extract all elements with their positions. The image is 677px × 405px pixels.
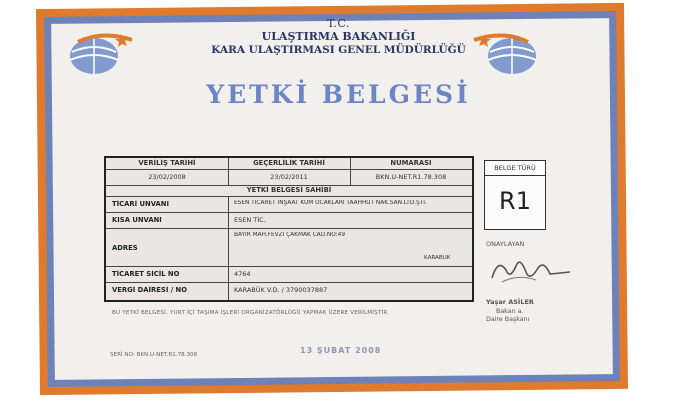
date-stamp: 13 ŞUBAT 2008: [300, 346, 382, 355]
label-trade-registry: TİCARET SİCİL NO: [112, 270, 180, 278]
label-tax-office: VERGİ DAİRESİ / NO: [112, 286, 188, 294]
section-title-holder: YETKİ BELGESİ SAHİBİ: [246, 186, 332, 194]
certificate-type-label: BELGE TÜRÜ: [494, 164, 536, 172]
value-address-city: KARABÜK: [424, 255, 451, 261]
certificate-table: [104, 156, 474, 302]
header-line-1: T.C.: [327, 17, 350, 30]
value-address: BAYIR MAH.FEVZİ ÇAKMAK CAD.NO:49: [234, 232, 346, 238]
col-header-validity-date: GEÇERLİLİK TARİHİ: [253, 159, 325, 167]
label-trade-name: TİCARİ ÜNVANI: [112, 200, 170, 208]
approver-label: ONAYLAYAN: [486, 240, 525, 248]
header-ministry: ULAŞTIRMA BAKANLIĞI: [261, 30, 416, 43]
validity-date-value: 23/02/2011: [270, 173, 308, 181]
value-short-name: ESEN TİC.: [234, 216, 266, 224]
col-header-issue-date: VERİLİŞ TARİHİ: [138, 159, 196, 167]
badge-divider: [485, 175, 545, 176]
value-tax-office: KARABÜK V.D. / 3790037887: [234, 286, 328, 294]
serial-number: SERİ NO: BKN.U-NET.R1.78.308: [110, 352, 198, 358]
header-directorate: KARA ULAŞTIRMASI GENEL MÜDÜRLÜĞÜ: [211, 44, 466, 56]
value-trade-name: ESEN TİCARET İNŞAAT KUM OCAKLARI TAAHHÜT NAK.SAN.LTD.ŞTİ.: [234, 200, 427, 206]
document-title: YETKİ BELGESİ: [206, 80, 471, 109]
certificate-type-box: [484, 160, 546, 230]
signer-title-line-1: Bakan a.: [496, 308, 524, 315]
certificate-number-value: BKN.U-NET.R1.78.308: [375, 173, 447, 181]
signer-title-line-2: Daire Başkanı: [486, 316, 530, 323]
col-header-number: NUMARASI: [390, 159, 432, 167]
label-short-name: KISA ÜNVANI: [112, 216, 162, 224]
issue-date-value: 23/02/2008: [148, 173, 186, 181]
value-trade-registry: 4764: [234, 270, 251, 278]
certificate-type-code: R1: [499, 187, 531, 215]
signer-title: [486, 308, 529, 324]
certificate-notice: BU YETKİ BELGESİ, YURT İÇİ TAŞIMA İŞLERİ ORGANİZATÖRLÜĞÜ YAPMAK ÜZERE VERİLMİŞTİR.: [112, 310, 390, 316]
signer-name: Yaşar ASİLER: [486, 298, 534, 306]
signature-icon: [488, 252, 574, 292]
label-address: ADRES: [112, 244, 138, 252]
